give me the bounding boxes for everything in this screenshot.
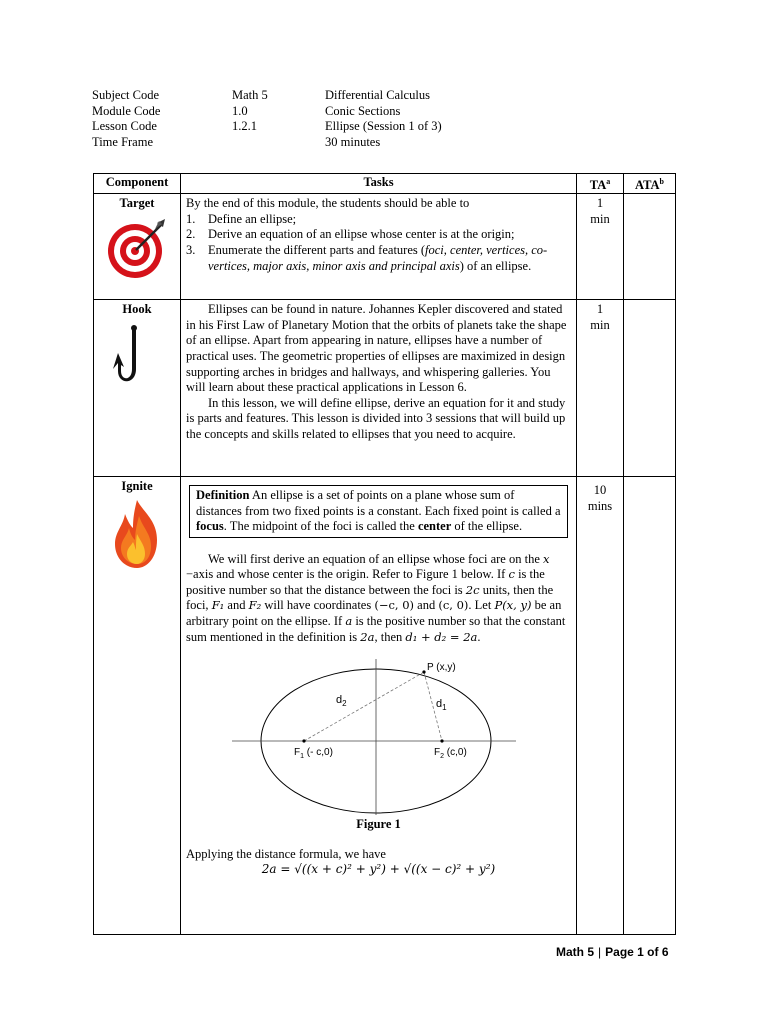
math-run: x bbox=[543, 551, 550, 566]
math-run: 2c bbox=[465, 582, 480, 597]
ta-sup: a bbox=[606, 177, 611, 186]
definition-label: Definition bbox=[196, 488, 250, 503]
list-number: 1. bbox=[186, 211, 196, 226]
hook-paragraph: In this lesson, we will define ellipse, derive an equation for it and study is parts and features. This lesson is divided into 3 sessions that will build up the concepts and skills related to ellipses that you need to acquire. bbox=[186, 395, 566, 441]
text-run: −axis and whose center is the origin. Refer to Figure 1 below. If bbox=[186, 567, 509, 582]
table-row-ignite bbox=[94, 477, 676, 935]
applying-text: Applying the distance formula, we have bbox=[186, 846, 386, 861]
ata-cell bbox=[624, 477, 676, 935]
label-f1 bbox=[294, 747, 333, 760]
definition-box bbox=[189, 485, 568, 538]
definition-text: . The midpoint of the foci is called the bbox=[223, 519, 418, 534]
ta-unit: min bbox=[590, 317, 610, 332]
math-run: (−c, 0) bbox=[374, 598, 415, 613]
table-header-row bbox=[94, 174, 676, 194]
lesson-table bbox=[93, 173, 676, 935]
label-d1 bbox=[436, 698, 447, 712]
label-f1-coord: (- c,0) bbox=[304, 747, 333, 759]
math-run: c bbox=[508, 567, 515, 582]
text-run: is the positive number so that the constant sum mentioned in the definition is bbox=[186, 614, 566, 644]
definition-term-center: center bbox=[417, 519, 452, 534]
table-row-hook bbox=[94, 300, 676, 477]
hook-tasks bbox=[181, 300, 577, 477]
label-p: P (x,y) bbox=[427, 662, 456, 674]
col-header-ta bbox=[577, 174, 624, 194]
derivation-paragraph bbox=[186, 552, 571, 646]
footer-separator: | bbox=[598, 945, 602, 959]
math-run: d₁ + d₂ = 2a bbox=[405, 629, 478, 644]
component-label: Ignite bbox=[121, 479, 153, 494]
ata-cell bbox=[624, 300, 676, 477]
hook-paragraph: Ellipses can be found in nature. Johannes Kepler discovered and stated in his First Law of Planetary Motion that the orbits of planets take the shape of an ellipse. Apart from appearing in nature, ellipses have a number of practical uses. The geometric properties of ellipses are maximized in design supporting arches in bridges and hallways, and whispering galleries. You will learn about these practical applications in Lesson 6. bbox=[186, 302, 567, 395]
ata-label: ATA bbox=[635, 178, 660, 193]
d2-segment bbox=[304, 672, 424, 741]
col-header-tasks: Tasks bbox=[181, 174, 577, 194]
label-f2-coord: (c,0) bbox=[444, 747, 467, 759]
definition-term-focus: focus bbox=[196, 519, 224, 534]
ellipse-figure bbox=[186, 655, 572, 815]
header-label: Lesson Code bbox=[92, 119, 157, 133]
ata-cell bbox=[624, 194, 676, 300]
ta-value: 10 bbox=[593, 483, 607, 498]
definition-text: of the ellipse. bbox=[451, 519, 523, 534]
ta-value: 1 bbox=[596, 302, 604, 317]
header-desc: Ellipse (Session 1 of 3) bbox=[325, 119, 442, 133]
component-cell bbox=[94, 477, 181, 935]
list-number: 3. bbox=[186, 242, 196, 257]
label-d1-main: d bbox=[436, 698, 443, 711]
header-code: Math 5 bbox=[232, 88, 268, 102]
list-item bbox=[186, 227, 571, 243]
header-row-module bbox=[92, 104, 442, 120]
math-run: F₂ bbox=[248, 598, 262, 613]
label-f2-main: F bbox=[434, 747, 441, 759]
label-d1-sub: 1 bbox=[442, 703, 447, 713]
ta-cell bbox=[577, 300, 624, 477]
header-code bbox=[232, 135, 325, 151]
page-footer bbox=[556, 945, 669, 959]
list-item bbox=[186, 212, 571, 228]
text-run: and bbox=[224, 598, 249, 613]
text-run: is the positive number so that the distance between the foci is bbox=[186, 567, 545, 597]
target-intro: By the end of this module, the students should be able to bbox=[186, 196, 470, 211]
ta-label: TA bbox=[589, 178, 607, 193]
distance-equation: 2a = √((x + c)² + y²) + √((x − c)² + y²) bbox=[261, 862, 496, 877]
header-desc: Differential Calculus bbox=[325, 88, 430, 102]
text-run: units, then the foci, bbox=[186, 582, 554, 613]
ignite-tasks bbox=[181, 477, 577, 935]
math-run: a bbox=[345, 614, 353, 629]
header-desc: 30 minutes bbox=[325, 134, 381, 149]
ta-unit: min bbox=[590, 211, 610, 226]
header-label: Time Frame bbox=[92, 134, 153, 149]
header-row-subject bbox=[92, 88, 442, 104]
objectives-list bbox=[186, 212, 571, 274]
focus-1 bbox=[302, 740, 305, 743]
header-row-time bbox=[92, 135, 442, 151]
label-d2-main: d bbox=[336, 694, 343, 707]
text-run: We will first derive an equation of an ellipse whose foci are on the bbox=[208, 551, 543, 566]
math-run: P(x, y) bbox=[494, 598, 532, 613]
figure-caption: Figure 1 bbox=[356, 817, 401, 832]
math-run: (c, 0) bbox=[438, 598, 469, 613]
header-label: Subject Code bbox=[92, 88, 160, 102]
header-label: Module Code bbox=[92, 103, 161, 118]
math-run: F₁ bbox=[211, 598, 225, 613]
header-row-lesson bbox=[92, 119, 442, 135]
list-text-a: Enumerate the different parts and features ( bbox=[208, 242, 426, 257]
text-run: will have coordinates bbox=[261, 598, 375, 613]
hook-icon bbox=[112, 323, 162, 395]
table-row-target bbox=[94, 194, 676, 300]
label-d2-sub: 2 bbox=[342, 699, 347, 709]
target-tasks bbox=[181, 194, 577, 300]
component-label: Hook bbox=[122, 302, 152, 317]
ta-cell bbox=[577, 477, 624, 935]
text-run: , then bbox=[374, 629, 406, 644]
col-header-component: Component bbox=[94, 174, 181, 194]
fire-icon bbox=[109, 498, 165, 570]
text-run: . Let bbox=[468, 598, 495, 613]
text-run: . bbox=[477, 629, 481, 644]
list-text-b: ) of an ellipse. bbox=[459, 258, 532, 273]
header-code: 1.2.1 bbox=[232, 119, 257, 133]
math-run: 2a bbox=[360, 629, 375, 644]
label-f1-sub: 1 bbox=[300, 753, 305, 761]
list-text-italic: foci, center, vertices, co-vertices, major axis, minor axis and principal axis bbox=[208, 242, 548, 273]
component-label: Target bbox=[119, 196, 155, 211]
definition-text: An ellipse is a set of points on a plane whose sum of distances from two fixed points is a constant. Each fixed point is called a bbox=[196, 488, 561, 518]
component-cell bbox=[94, 194, 181, 300]
lesson-header bbox=[92, 88, 442, 150]
ta-value: 1 bbox=[596, 196, 604, 211]
text-run: and bbox=[414, 598, 439, 613]
header-code: 1.0 bbox=[232, 103, 248, 118]
target-icon bbox=[105, 217, 169, 281]
text-run: be an arbitrary point on the ellipse. If bbox=[186, 598, 562, 629]
focus-2 bbox=[440, 740, 443, 743]
label-d2 bbox=[336, 694, 347, 708]
list-item bbox=[186, 243, 571, 274]
footer-page-number: Page 1 of 6 bbox=[605, 945, 669, 959]
list-text: Define an ellipse; bbox=[208, 211, 297, 226]
ta-cell bbox=[577, 194, 624, 300]
component-cell bbox=[94, 300, 181, 477]
footer-subject: Math 5 bbox=[556, 945, 595, 959]
list-text bbox=[208, 243, 571, 274]
label-f2-sub: 2 bbox=[440, 753, 445, 761]
ata-sup: b bbox=[659, 177, 664, 186]
label-f2 bbox=[434, 747, 467, 760]
header-desc: Conic Sections bbox=[325, 103, 401, 118]
label-f1-main: F bbox=[294, 747, 301, 759]
list-number: 2. bbox=[186, 227, 196, 242]
col-header-ata bbox=[624, 174, 676, 194]
ta-unit: mins bbox=[587, 498, 613, 513]
point-p bbox=[422, 671, 425, 674]
list-text: Derive an equation of an ellipse whose center is at the origin; bbox=[208, 227, 515, 242]
